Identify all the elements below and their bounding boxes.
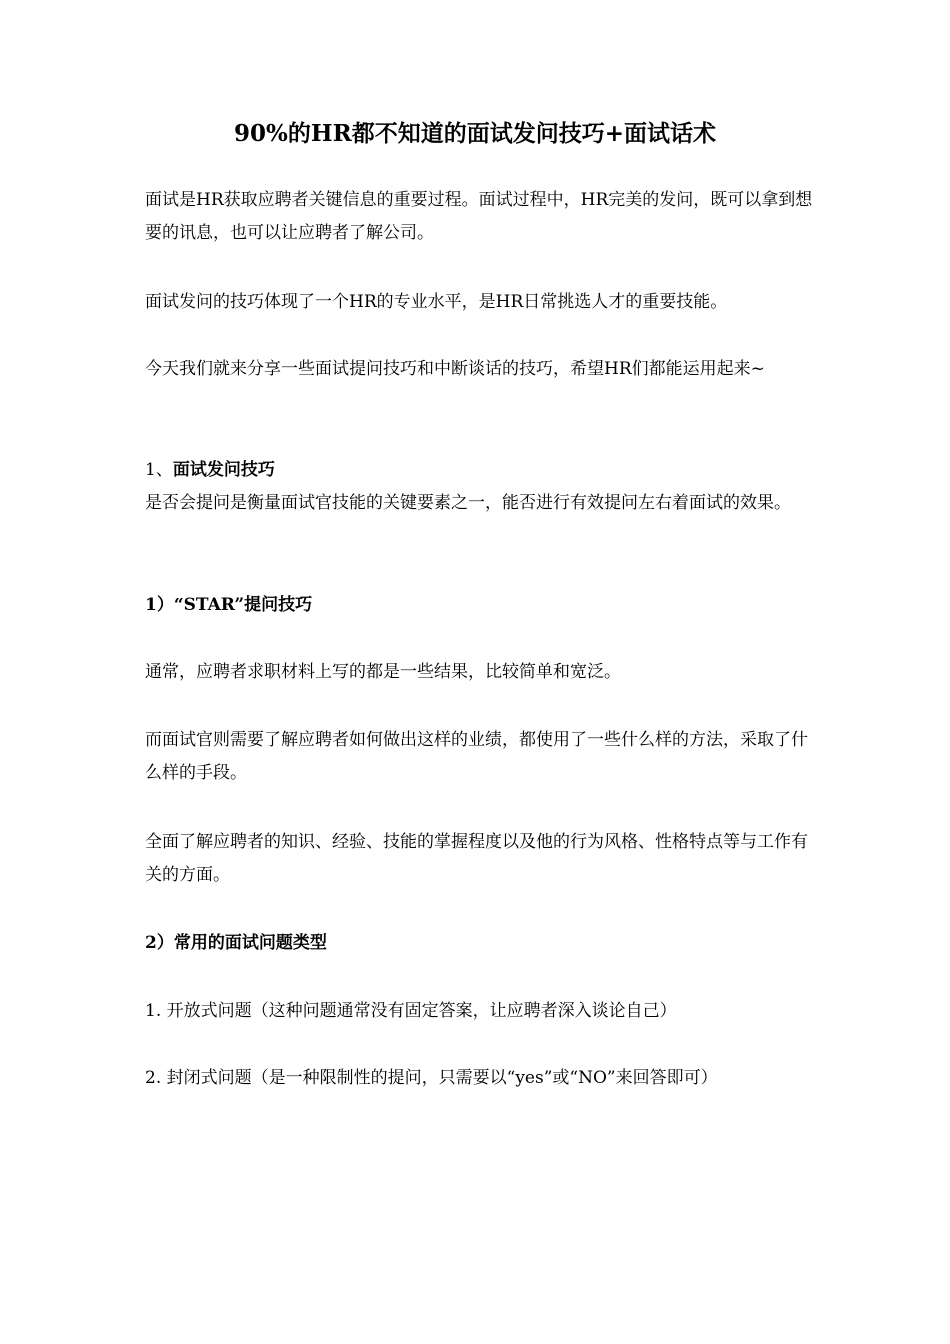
- document-title: 90%的HR都不知道的面试发问技巧+面试话术: [234, 120, 716, 147]
- star-heading: 1）“STAR”提问技巧: [145, 595, 313, 615]
- intro-paragraph-3: 今天我们就来分享一些面试提问技巧和中断谈话的技巧，希望HR们都能运用起来~: [145, 359, 765, 379]
- section-1-heading-text: 面试发问技巧: [172, 460, 275, 480]
- question-type-item-1: 1. 开放式问题（这种问题通常没有固定答案，让应聘者深入谈论自己）: [145, 1001, 677, 1021]
- section-1-text: 是否会提问是衡量面试官技能的关键要素之一，能否进行有效提问左右着面试的效果。: [145, 493, 791, 513]
- star-paragraph-2: 而面试官则需要了解应聘者如何做出这样的业绩，都使用了一些什么样的方法，采取了什么样的手段。: [145, 730, 808, 783]
- section-1-number: 1、: [145, 460, 173, 480]
- star-paragraph-1: 通常，应聘者求职材料上写的都是一些结果，比较简单和宽泛。: [145, 662, 621, 682]
- intro-paragraph-2: 面试发问的技巧体现了一个HR的专业水平，是HR日常挑选人才的重要技能。: [145, 292, 728, 312]
- intro-paragraph-1: 面试是HR获取应聘者关键信息的重要过程。面试过程中，HR完美的发问，既可以拿到想要的讯息，也可以让应聘者了解公司。: [145, 190, 813, 243]
- question-types-heading: 2）常用的面试问题类型: [145, 933, 327, 953]
- star-paragraph-3: 全面了解应聘者的知识、经验、技能的掌握程度以及他的行为风格、性格特点等与工作有关的方面。: [145, 832, 808, 885]
- question-type-item-2: 2. 封闭式问题（是一种限制性的提问，只需要以“yes”或“NO”来回答即可）: [145, 1068, 718, 1088]
- section-1-heading: [145, 454, 820, 487]
